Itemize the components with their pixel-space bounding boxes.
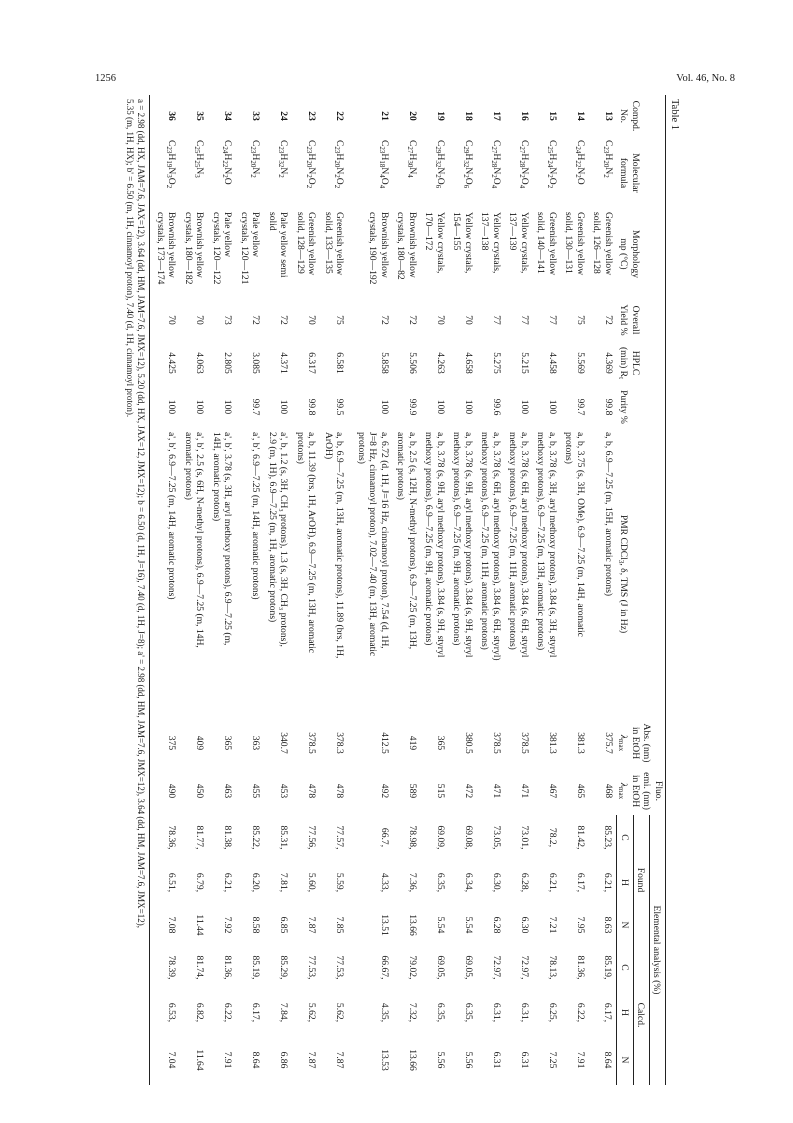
calcd-n: 5.56 [435,1051,446,1069]
found-h: 6.34, [463,872,474,893]
overall-yield: 70 [150,299,181,341]
molecular-formula: $C_{23}H_{20}N_2O_2$ [333,140,346,189]
found-h: 7.36, [407,872,418,893]
table-row [321,95,354,1085]
morphology: Greenish yellow solid, 140—141 [535,212,558,276]
table-row [237,95,265,1085]
purity: 100 [278,399,290,415]
hplc-rt: 6.317 [306,352,318,374]
found-c: 81.77, [194,825,206,850]
col-abs: Abs. (nm) in EtOH $\lambda_{max}$ [617,719,666,767]
calcd-n: 7.87 [334,1051,346,1069]
compound-number: 16 [519,111,530,121]
calcd-h: 7.84, [278,1002,290,1023]
calcd-c: 69.05, [463,955,474,980]
fluo-max: 478 [306,783,318,799]
molecular-formula: $C_{23}H_{20}N_2$ [602,140,614,178]
purity: 99.9 [407,398,418,416]
abs-max: 378.5 [306,732,318,754]
calcd-c: 72.97, [491,955,502,980]
purity: 100 [463,399,474,415]
table-row [421,95,449,1085]
molecular-formula: $C_{25}H_{24}N_2O_2$ [546,140,558,189]
calcd-h: 6.53, [150,990,181,1035]
overall-yield: 70 [463,315,474,325]
molecular-formula: $C_{27}H_{30}N_4$ [406,140,418,178]
col-yield: Overall Yield % [617,299,666,341]
col-formula: Molecular formula [617,137,666,209]
found-n: 13.66 [407,914,418,936]
found-c: 69.09, [435,825,446,850]
found-h: 6.21, [602,872,614,893]
overall-yield: 70 [435,315,446,325]
found-c: 77.56, [306,825,318,850]
calcd-h: 6.35, [463,1002,474,1023]
found-h: 6.79, [194,872,206,893]
abs-max: 419 [407,735,418,751]
found-h: 7.81, [278,872,290,893]
overall-yield: 70 [306,315,318,325]
col-found-n: N [617,905,633,945]
molecular-formula: $C_{23}H_{18}N_4O_4$ [378,140,390,189]
calcd-h: 6.22, [575,1002,586,1023]
fluo-max: 450 [194,783,206,799]
table-header [617,95,666,1085]
purity: 100 [519,399,530,415]
morphology: Brownish yellow crystals, 173—174 [150,209,181,299]
purity: 100 [194,399,206,415]
morphology: Yellow crystals, 137—138 [479,212,502,274]
pmr-data: a', b', 6.9—7.25 (m, 14H, aromatic protons) [250,432,262,600]
col-fluo: Fluo. emi. (nm) in EtOH $\lambda_{max}$ [617,767,666,815]
fluo-max: 467 [547,783,558,799]
table-row [265,95,293,1085]
abs-max: 378.5 [519,732,530,754]
morphology: Brownish yellow crystals, 180—182 [183,212,206,285]
morphology: Brownish yellow crystals, 180—82 [395,212,418,280]
found-n: 7.21 [547,916,558,934]
pmr-data: a', b', 6.9—7.25 (m, 14H, aromatic protons) [150,429,181,719]
compound-number: 19 [435,111,446,121]
morphology: Greenish yellow solid, 126—128 [591,212,614,276]
calcd-n: 6.31 [519,1051,530,1069]
calcd-n: 6.86 [278,1051,290,1069]
morphology: Pale yellow crystals, 120—121 [239,212,262,285]
calcd-c: 66.67, [379,955,390,980]
calcd-n: 8.64 [250,1051,262,1069]
compound-number: 21 [379,111,390,121]
calcd-n: 7.87 [306,1051,318,1069]
compound-number: 14 [575,111,586,121]
purity: 100 [379,399,390,415]
found-h: 6.51, [150,860,181,905]
abs-max: 340.7 [278,732,290,754]
fluo-max: 492 [379,783,390,799]
hplc-rt: 5.215 [519,352,530,374]
overall-yield: 75 [575,315,586,325]
hplc-rt: 4.458 [547,352,558,374]
found-h: 6.21, [222,872,234,893]
table-row [209,95,237,1085]
found-c: 77.57, [334,825,346,850]
overall-yield: 72 [407,315,418,325]
table-row [449,95,477,1085]
morphology: Greenish yellow solid, 128—129 [295,212,318,276]
found-n: 6.85 [278,916,290,934]
found-c: 66.7, [379,827,390,848]
molecular-formula: $C_{23}H_{20}N_2O_2$ [305,140,318,189]
calcd-c: 81.36, [575,955,586,980]
calcd-c: 78.13, [547,955,558,980]
found-c: 81.42, [575,825,586,850]
compound-number: 35 [194,111,206,121]
hplc-rt: 4.425 [150,341,181,385]
pmr-data: a', b', 3.78 (s, 3H, aryl methoxy protons), 6.9—7.25 (m, 14H, aromatic protons) [211,432,234,646]
found-n: 11.44 [194,914,206,936]
fluo-max: 455 [250,783,262,799]
compound-data-table [150,95,667,1085]
abs-max: 375.7 [603,732,614,754]
hplc-rt: 4.371 [278,352,290,374]
table-row [181,95,209,1085]
calcd-n: 7.91 [222,1051,234,1069]
hplc-rt: 5.275 [491,352,502,374]
found-n: 5.54 [435,916,446,934]
pmr-data: a', b', 2.5 (s, 6H, N-methyl protons), 6.9—7.25 (m, 14H, aromatic protons) [183,432,206,648]
abs-max: 365 [435,735,446,751]
purity: 99.6 [491,398,502,416]
purity: 100 [547,399,558,415]
table-row [533,95,561,1085]
col-calcd-c: C [617,945,633,990]
overall-yield: 72 [603,315,614,325]
found-n: 6.30 [519,916,530,934]
table-footnote: a = 2.98 (dd, HX, JAM=7.6, JAX=12), 3.64 (dd, HM, JAM=7.6, JMX=12), 5.20 (dd, HX, JAX=12, JMX=12); b = 6.50 (d, 1H, J=16), 7.40 (d, 1H, J=8); a' = 2.98 (dd, HM, JAM=7.6, JMX=12), 3.64 (dd, HM, JAM=7.6, JMX=12), 5.35 (m, 1H, HX); b' = 6.50 (m, 1H, cinnamoyl proton), 7.40 (d, 1H, cinnamoyl proton). [125,99,147,929]
found-h: 6.30, [491,872,502,893]
pmr-data: a, b, 3.78 (s, 6H, aryl methoxy protons), 3.84 (s, 6H, styryl) methoxy protons), 6.9—7.25 (m, 11H, aromatic protons) [479,432,502,661]
molecular-formula: $C_{24}H_{22}N_2O$ [221,140,234,185]
col-elemental: Elemental analysis (%) [649,815,665,1085]
found-h: 4.33, [379,872,390,893]
running-header [95,73,735,87]
found-h: 6.21, [547,872,558,893]
overall-yield: 77 [491,315,502,325]
calcd-h: 5.62, [306,1002,318,1023]
molecular-formula: $C_{23}H_{19}N_3O_2$ [150,137,181,209]
calcd-c: 85.19, [250,955,262,980]
calcd-h: 4.35, [379,1002,390,1023]
compound-number: 17 [491,111,502,121]
calcd-n: 7.25 [547,1051,558,1069]
table-row [477,95,505,1085]
col-found: Found [633,815,649,945]
pmr-data: a, b, 3.78 (s, 6H, aryl methoxy protons), 3.84 (s, 6H, styryl methoxy protons), 6.9—7.25 (m, 11H, aromatic protons) [507,432,530,658]
overall-yield: 73 [222,315,234,325]
compound-number: 34 [222,111,234,121]
col-hplc: HPLC (min) $R_t$ [617,341,666,385]
fluo-max: 465 [575,783,586,799]
fluo-max: 515 [435,783,446,799]
pmr-data: a, b, 6.9—7.25 (m, 13H, aromatic protons), 11.89 (brs, 1H, ArOH) [323,432,346,659]
calcd-h: 6.25, [547,1002,558,1023]
pmr-data: a, b, 3.78 (s, 9H, aryl methoxy protons), 3.84 (s, 9H, styryl methoxy protons), 6.9—7.25 (m, 9H, aromatic protons) [423,432,446,658]
overall-yield: 72 [379,315,390,325]
found-c: 78.2, [547,827,558,848]
calcd-c: 79.02, [407,955,418,980]
compound-number: 24 [278,111,290,121]
found-n: 8.63 [602,916,614,934]
compound-number: 36 [150,95,181,137]
fluo-max: 471 [519,783,530,799]
fluo-max: 463 [222,783,234,799]
compound-number: 33 [250,111,262,121]
compound-number: 20 [407,111,418,121]
pmr-data: a, 6.72 (d, 1H, J=16 Hz, cinnamoyl proton), 7.54 (d, 1H, J=8 Hz, cinnamoyl proton), 7.02—7.40 (m, 13H, aromatic protons) [356,432,390,657]
calcd-c: 81.74, [194,955,206,980]
found-n: 8.58 [250,916,262,934]
molecular-formula: $C_{23}H_{32}N_2$ [277,140,290,178]
hplc-rt: 5.506 [407,352,418,374]
overall-yield: 77 [519,315,530,325]
calcd-h: 7.32, [407,1002,418,1023]
calcd-c: 77.53, [306,955,318,980]
found-n: 7.87 [306,916,318,934]
calcd-c: 85.29, [278,955,290,980]
calcd-h: 6.35, [435,1002,446,1023]
abs-max: 378.3 [334,732,346,754]
hplc-rt: 5.858 [379,352,390,374]
found-c: 85.31, [278,825,290,850]
fluo-max: 478 [334,783,346,799]
found-h: 6.35, [435,872,446,893]
overall-yield: 70 [194,315,206,325]
calcd-n: 7.91 [575,1051,586,1069]
calcd-h: 6.31, [491,1002,502,1023]
overall-yield: 72 [250,315,262,325]
compound-number: 22 [334,111,346,121]
calcd-n: 6.31 [491,1051,502,1069]
compound-number: 13 [603,111,614,121]
calcd-c: 72.97, [519,955,530,980]
found-c: 85.22, [250,825,262,850]
hplc-rt: 6.581 [334,352,346,374]
compound-number: 15 [547,111,558,121]
hplc-rt: 3.085 [250,352,262,374]
hplc-rt: 4.263 [435,352,446,374]
fluo-max: 589 [407,783,418,799]
fluo-max: 490 [150,767,181,815]
morphology: Yellow crystals, 170—172 [423,212,446,274]
found-n: 6.28 [491,916,502,934]
fluo-max: 468 [603,783,614,799]
found-c: 81.38, [222,825,234,850]
col-compd: Compd. No. [617,95,666,137]
found-n: 5.54 [463,916,474,934]
found-n: 7.92 [222,916,234,934]
molecular-formula: $C_{27}H_{28}N_2O_4$ [518,140,530,189]
table-row [354,95,394,1085]
pmr-data: a, b, 11.39 (brs, 1H, ArOH), 6.9—7.25 (m, 13H, aromatic protons) [295,432,318,654]
found-n: 7.08 [150,905,181,945]
col-calcd: Calcd. [633,945,649,1085]
found-c: 69.08, [463,825,474,850]
purity: 99.7 [250,398,262,416]
purity: 100 [150,385,181,429]
abs-max: 375 [150,719,181,767]
found-c: 73.05, [491,825,502,850]
abs-max: 412.5 [379,732,390,754]
pmr-data: a, b, 3.78 (s, 9H, aryl methoxy protons), 3.84 (s, 9H, styryl methoxy protons), 6.9—7.25 (m, 9H, aromatic protons) [451,432,474,658]
molecular-formula: $C_{29}H_{32}N_2O_6$ [434,140,446,189]
found-h: 6.28, [519,872,530,893]
table-row [505,95,533,1085]
abs-max: 378.5 [491,732,502,754]
abs-max: 381.3 [547,732,558,754]
morphology: Greenish yellow solid, 133—135 [323,212,346,276]
morphology: Yellow crystals, 154—155 [451,212,474,274]
hplc-rt: 4.369 [603,352,614,374]
morphology: Pale yellow crystals, 120—122 [211,212,234,285]
fluo-max: 453 [278,783,290,799]
pmr-data: a', b, 1.2 (s, 3H, CH₃ protons), 1.3 (s, 3H, CH₃ protons), 2.9 (m, 1H), 6.9—7.25 (m, 1H, aromatic protons) [267,432,290,647]
col-calcd-h: H [617,990,633,1035]
compound-number: 23 [306,111,318,121]
table-row [293,95,321,1085]
table-row [393,95,421,1085]
found-h: 6.20, [250,872,262,893]
calcd-n: 8.64 [602,1051,614,1069]
fluo-max: 472 [463,783,474,799]
table-body [150,95,617,1085]
calcd-h: 5.62, [334,1002,346,1023]
hplc-rt: 4.063 [194,352,206,374]
col-found-c: C [617,815,633,860]
calcd-h: 6.17, [602,1002,614,1023]
found-n: 7.95 [575,916,586,934]
calcd-c: 78.39, [150,945,181,990]
found-n: 13.51 [379,914,390,936]
molecular-formula: $C_{25}H_{25}N_3$ [193,140,206,178]
purity: 100 [435,399,446,415]
table-caption: Table 1 [669,99,680,131]
calcd-n: 13.66 [407,1049,418,1071]
calcd-h: 6.17, [250,1002,262,1023]
col-pmr: PMR CDCl$_3$, δ, TMS (J in Hz) [617,429,666,719]
abs-max: 380.5 [463,732,474,754]
molecular-formula: $C_{23}H_{20}N_2$ [249,140,262,178]
found-c: 73.01, [519,825,530,850]
purity: 100 [222,399,234,415]
overall-yield: 77 [547,315,558,325]
purity: 99.7 [575,398,586,416]
hplc-rt: 4.658 [463,352,474,374]
pmr-data: a, b, 6.9—7.25 (m, 15H, aromatic protons) [603,432,614,597]
compound-number: 18 [463,111,474,121]
col-morphology: Morphology mp (°C) [617,209,666,299]
morphology: Yellow crystals, 137—139 [507,212,530,274]
calcd-c: 85.19, [602,955,614,980]
found-n: 7.85 [334,916,346,934]
calcd-n: 11.64 [194,1049,206,1071]
found-h: 6.17, [575,872,586,893]
calcd-h: 6.31, [519,1002,530,1023]
purity: 99.8 [306,398,318,416]
fluo-max: 471 [491,783,502,799]
page-number: 1256 [95,73,116,84]
molecular-formula: $C_{27}H_{28}N_2O_4$ [490,140,502,189]
calcd-h: 6.22, [222,1002,234,1023]
calcd-c: 77.53, [334,955,346,980]
calcd-c: 81.36, [222,955,234,980]
volume-label: Vol. 46, No. 8 [676,73,735,84]
col-purity: Purity % [617,385,666,429]
molecular-formula: $C_{29}H_{32}N_2O_6$ [462,140,474,189]
calcd-n: 7.04 [150,1035,181,1085]
calcd-c: 69.05, [435,955,446,980]
calcd-h: 6.82, [194,1002,206,1023]
found-c: 78.98, [407,825,418,850]
found-c: 85.23, [602,825,614,850]
purity: 99.5 [334,398,346,416]
found-h: 5.59, [334,872,346,893]
hplc-rt: 5.569 [575,352,586,374]
abs-max: 381.3 [575,732,586,754]
molecular-formula: $C_{24}H_{22}N_2O$ [574,140,586,185]
overall-yield: 72 [278,315,290,325]
overall-yield: 75 [334,315,346,325]
abs-max: 363 [250,735,262,751]
pmr-data: a, b, 3.78 (s, 3H, aryl methoxy protons), 3.84 (s, 3H, styryl methoxy protons), 6.9—7.25 (m, 13H, aromatic protons) [535,432,558,658]
morphology: Brownish yellow crystals, 190—192 [367,212,390,285]
pmr-data: a, b, 2.5 (s, 12H, N-methyl protons), 6.9—7.25 (m, 13H, aromatic protons) [395,432,418,650]
morphology: Greenish yellow solid, 130—131 [563,212,586,276]
hplc-rt: 2.805 [222,352,234,374]
calcd-n: 13.53 [379,1049,390,1071]
found-c: 78.36, [150,815,181,860]
col-calcd-n: N [617,1035,633,1085]
abs-max: 409 [194,735,206,751]
table-row [561,95,589,1085]
calcd-n: 5.56 [463,1051,474,1069]
found-h: 5.60, [306,872,318,893]
morphology: Pale yellow semi solid [267,212,290,278]
pmr-data: a, b, 3.75 (s, 3H, OMe), 6.9—7.25 (m, 14H, aromatic protons) [563,432,586,637]
table-row [150,95,181,1085]
rotated-table-block [110,95,680,1085]
col-found-h: H [617,860,633,905]
abs-max: 365 [222,735,234,751]
table-row [589,95,617,1085]
purity: 99.8 [603,398,614,416]
